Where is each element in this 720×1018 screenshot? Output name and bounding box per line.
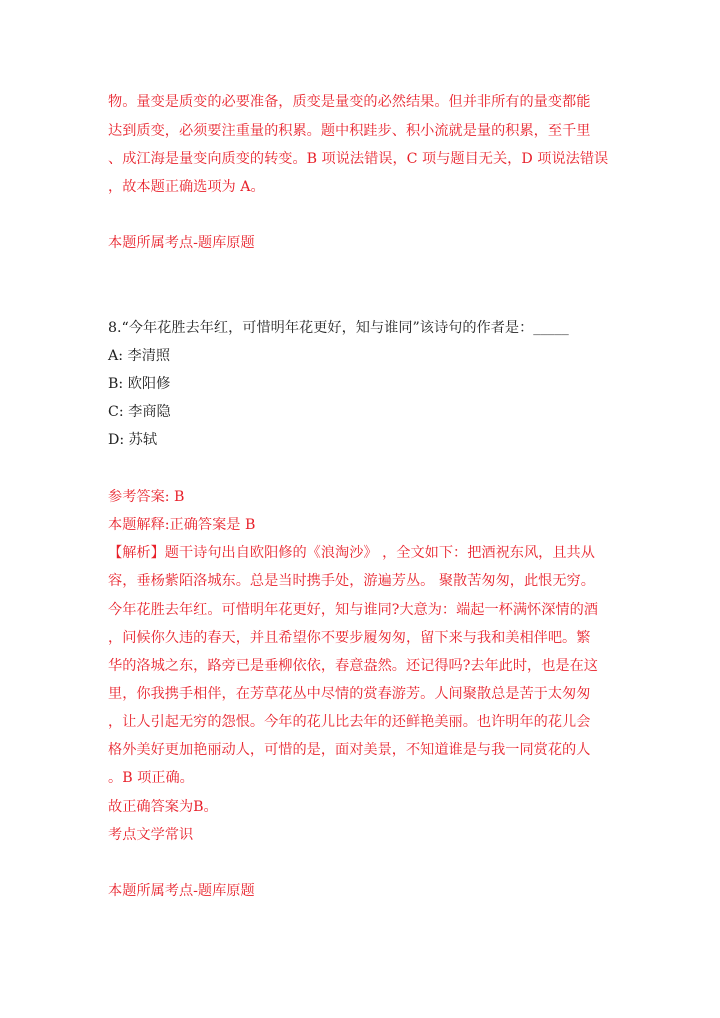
analysis-line: 。B 项正确。 [108, 770, 194, 786]
analysis-line: 容，垂杨紫陌洛城东。总是当时携手处，游遍芳丛。 聚散苦匆匆，此恨无穷。 [108, 573, 595, 589]
analysis-line: 里，你我携手相伴，在芳草花丛中尽情的赏春游芳。人间聚散总是苦于太匆匆 [108, 686, 591, 702]
option-d: D: 苏轼 [108, 432, 158, 448]
reference-answer: 参考答案: B [108, 489, 185, 505]
answer-explanation-intro: 本题解释:正确答案是 B [108, 517, 256, 533]
analysis-line: ，问候你久违的春天，并且希望你不要步履匆匆，留下来与我和美相伴吧。繁 [108, 630, 591, 646]
source-note: 本题所属考点-题库原题 [108, 883, 255, 899]
analysis-line: ，让人引起无穷的怨恨。今年的花儿比去年的还鲜艳美丽。也许明年的花儿会 [108, 714, 591, 730]
explanation-line: 达到质变，必须要注重量的积累。题中积跬步、积小流就是量的积累，至千里 [108, 123, 591, 139]
analysis-line: 华的洛城之东，路旁已是垂柳依依，春意盎然。还记得吗?去年此时，也是在这 [108, 658, 598, 674]
question-text: 8.“今年花胜去年红，可惜明年花更好，知与谁同”该诗句的作者是：_____ [108, 320, 569, 336]
analysis-line: 今年花胜去年红。可惜明年花更好，知与谁同?大意为：端起一杯满怀深情的酒 [108, 602, 598, 618]
analysis-line: 格外美好更加艳丽动人，可惜的是，面对美景，不知道谁是与我一同赏花的人 [108, 742, 591, 758]
explanation-line: 、成江海是量变向质变的转变。B 项说法错误，C 项与题目无关，D 项说法错误 [108, 151, 609, 167]
option-b: B: 欧阳修 [108, 376, 171, 392]
option-a: A: 李清照 [108, 348, 171, 364]
explanation-line: ，故本题正确选项为 A。 [108, 179, 265, 195]
answer-conclusion: 故正确答案为B。 [108, 799, 218, 815]
analysis-line: 【解析】题干诗句出自欧阳修的《浪淘沙》 ，全文如下：把酒祝东风，且共从 [108, 545, 595, 561]
explanation-line: 物。量变是质变的必要准备，质变是量变的必然结果。但并非所有的量变都能 [108, 94, 591, 110]
source-note: 本题所属考点-题库原题 [108, 235, 255, 251]
option-c: C: 李商隐 [108, 404, 171, 420]
answer-topic: 考点文学常识 [108, 827, 194, 843]
